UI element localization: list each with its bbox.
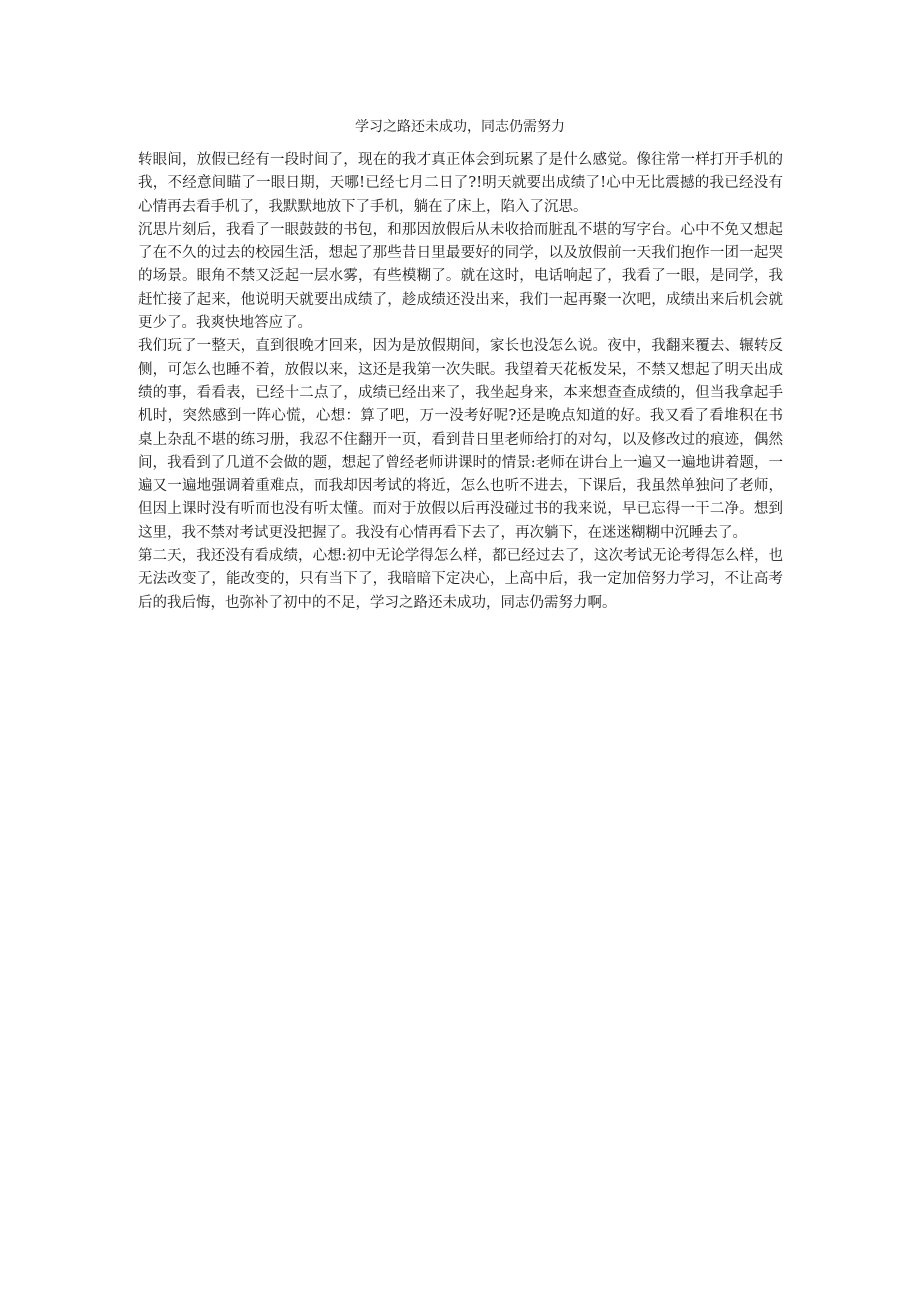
- paragraph-4: 第二天，我还没有看成绩，心想:初中无论学得怎么样，都已经过去了，这次考试无论考得怎么样，也无法改变了，能改变的，只有当下了，我暗暗下定决心，上高中后，我一定加倍努力学习，不让高考后的我后悔，也弥补了初中的不足，学习之路还未成功，同志仍需努力啊。: [138, 548, 783, 611]
- document-body: [138, 149, 783, 615]
- document-title: 学习之路还未成功，同志仍需努力: [355, 119, 565, 135]
- paragraph-2: 沉思片刻后，我看了一眼鼓鼓的书包，和那因放假后从未收拾而脏乱不堪的写字台。心中不免又想起了在不久的过去的校园生活，想起了那些昔日里最要好的同学，以及放假前一天我们抱作一团一起哭的场景。眼角不禁又泛起一层水雾，有些模糊了。就在这时，电话响起了，我看了一眼，是同学，我赶忙接了起来，他说明天就要出成绩了，趁成绩还没出来，我们一起再聚一次吧，成绩出来后机会就更少了。我爽快地答应了。: [138, 221, 783, 332]
- paragraph-1: 转眼间，放假已经有一段时间了，现在的我才真正体会到玩累了是什么感觉。像往常一样打开手机的我，不经意间瞄了一眼日期，天哪!已经七月二日了?!明天就要出成绩了!心中无比震撼的我已经没有心情再去看手机了，我默默地放下了手机，躺在了床上，陷入了沉思。: [138, 152, 783, 215]
- paragraph-3: 我们玩了一整天，直到很晚才回来，因为是放假期间，家长也没怎么说。夜中，我翻来覆去、辗转反侧，可怎么也睡不着，放假以来，这还是我第一次失眠。我望着天花板发呆，不禁又想起了明天出成绩的事，看看表，已经十二点了，成绩已经出来了，我坐起身来，本来想查查成绩的，但当我拿起手机时，突然感到一阵心慌，心想：算了吧，万一没考好呢?还是晚点知道的好。我又看了看堆积在书桌上杂乱不堪的练习册，我忍不住翻开一页，看到昔日里老师给打的对勾，以及修改过的痕迹，偶然间，我看到了几道不会做的题，想起了曾经老师讲课时的情景:老师在讲台上一遍又一遍地讲着题，一遍又一遍地强调着重难点，而我却因考试的将近，怎么也听不进去，下课后，我虽然单独问了老师，但因上课时没有听而也没有听太懂。而对于放假以后再没碰过书的我来说，早已忘得一干二净。想到这里，我不禁对考试更没把握了。我没有心情再看下去了，再次躺下，在迷迷糊糊中沉睡去了。: [138, 338, 783, 541]
